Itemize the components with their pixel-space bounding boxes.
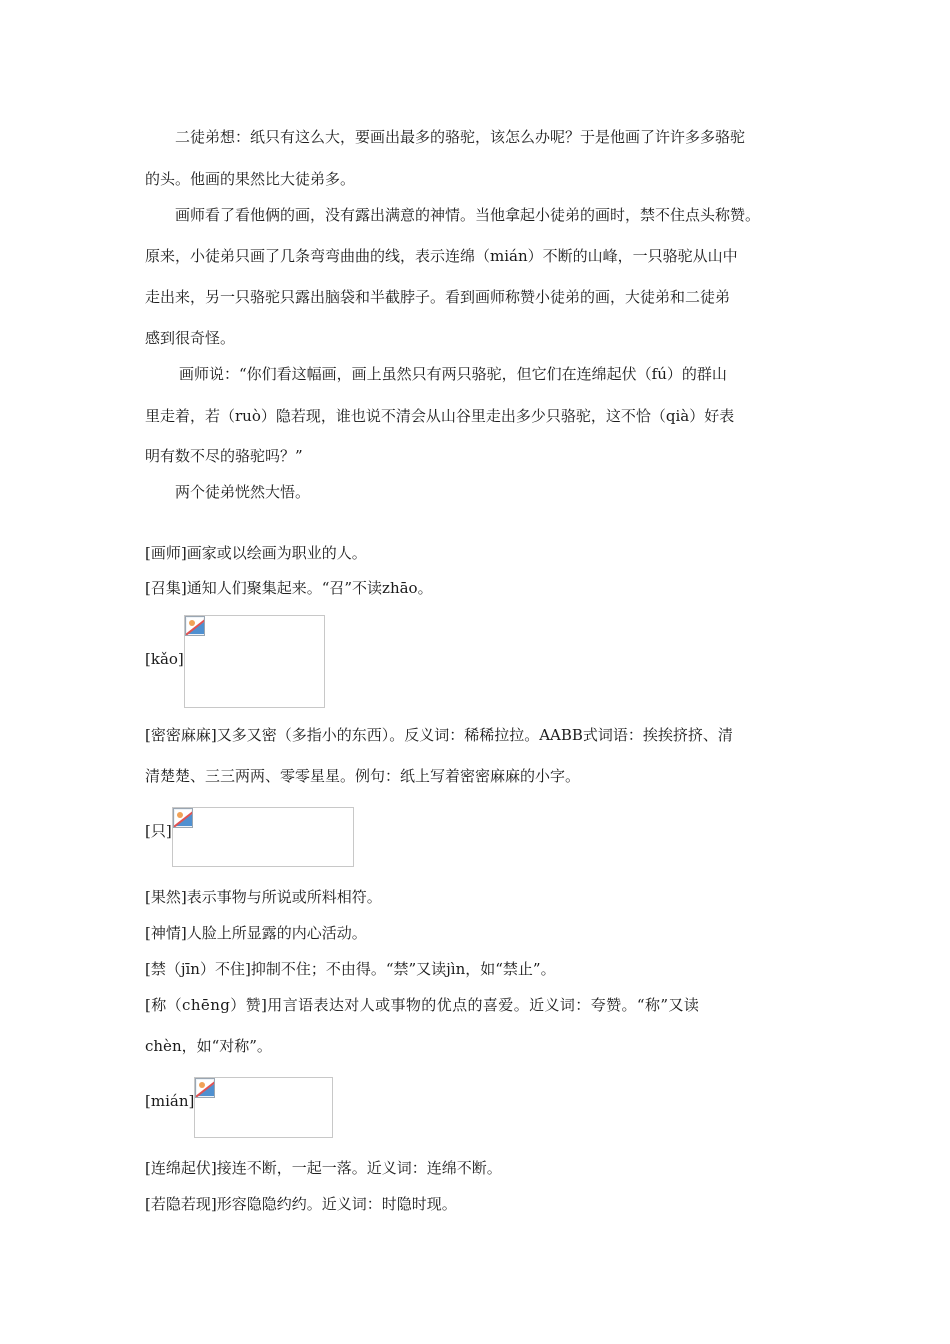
glossary-entry-zhaoji: [召集]通知人们聚集起来。“召”不读zhāo。 — [145, 579, 433, 597]
passage-line: 的头。他画的果然比大徒弟多。 — [145, 170, 356, 188]
glossary-entry-jinbuzhu: [禁（jīn）不住]抑制不住；不由得。“禁”又读jìn，如“禁止”。 — [145, 960, 556, 978]
broken-image-icon — [173, 808, 193, 828]
glossary-entry-chengzan: [称（chēng）赞]用言语表达对人或事物的优点的喜爱。近义词：夸赞。“称”又读 — [145, 996, 700, 1014]
glossary-entry-mian — [145, 1077, 333, 1138]
glossary-entry-guoran: [果然]表示事物与所说或所料相符。 — [145, 888, 382, 906]
pinyin-label: [mián] — [145, 1092, 195, 1110]
passage-line: 感到很奇怪。 — [145, 329, 236, 347]
broken-image-icon — [195, 1078, 215, 1098]
passage-line: 画师说：“你们看这幅画，画上虽然只有两只骆驼，但它们在连绵起伏（fú）的群山 — [179, 365, 727, 383]
passage-line: 二徒弟想：纸只有这么大，要画出最多的骆驼，该怎么办呢？于是他画了许许多多骆驼 — [175, 128, 746, 146]
glossary-entry-mimimama-cont: 清楚楚、三三两两、零零星星。例句：纸上写着密密麻麻的小字。 — [145, 767, 581, 785]
broken-image — [172, 807, 354, 867]
passage-line: 走出来，另一只骆驼只露出脑袋和半截脖子。看到画师称赞小徒弟的画，大徒弟和二徒弟 — [145, 288, 731, 306]
glossary-entry-chengzan-cont: chèn，如“对称”。 — [145, 1037, 272, 1055]
pinyin-label: [kǎo] — [145, 650, 184, 668]
passage-line: 画师看了看他俩的画，没有露出满意的神情。当他拿起小徒弟的画时，禁不住点头称赞。 — [175, 206, 761, 224]
glossary-entry-kao — [145, 615, 325, 708]
glossary-entry-zhi — [145, 807, 354, 867]
broken-image — [184, 615, 325, 708]
passage-line: 原来，小徒弟只画了几条弯弯曲曲的线，表示连绵（mián）不断的山峰，一只骆驼从山中 — [145, 247, 738, 265]
glossary-entry-shenqing: [神情]人脸上所显露的内心活动。 — [145, 924, 367, 942]
glossary-entry-mimimama: [密密麻麻]又多又密（多指小的东西）。反义词：稀稀拉拉。AABB式词语：挨挨挤挤、清 — [145, 726, 733, 744]
char-label: [只] — [145, 822, 172, 840]
passage-line: 明有数不尽的骆驼吗？” — [145, 447, 303, 465]
passage-line: 里走着，若（ruò）隐若现，谁也说不清会从山谷里走出多少只骆驼，这不恰（qià）好表 — [145, 407, 735, 425]
glossary-entry-lianmian: [连绵起伏]接连不断，一起一落。近义词：连绵不断。 — [145, 1159, 502, 1177]
broken-image-icon — [185, 616, 205, 636]
passage-line: 两个徒弟恍然大悟。 — [175, 483, 311, 501]
glossary-entry-ruoyin: [若隐若现]形容隐隐约约。近义词：时隐时现。 — [145, 1195, 457, 1213]
glossary-entry-huashi: [画师]画家或以绘画为职业的人。 — [145, 544, 367, 562]
broken-image — [194, 1077, 333, 1138]
